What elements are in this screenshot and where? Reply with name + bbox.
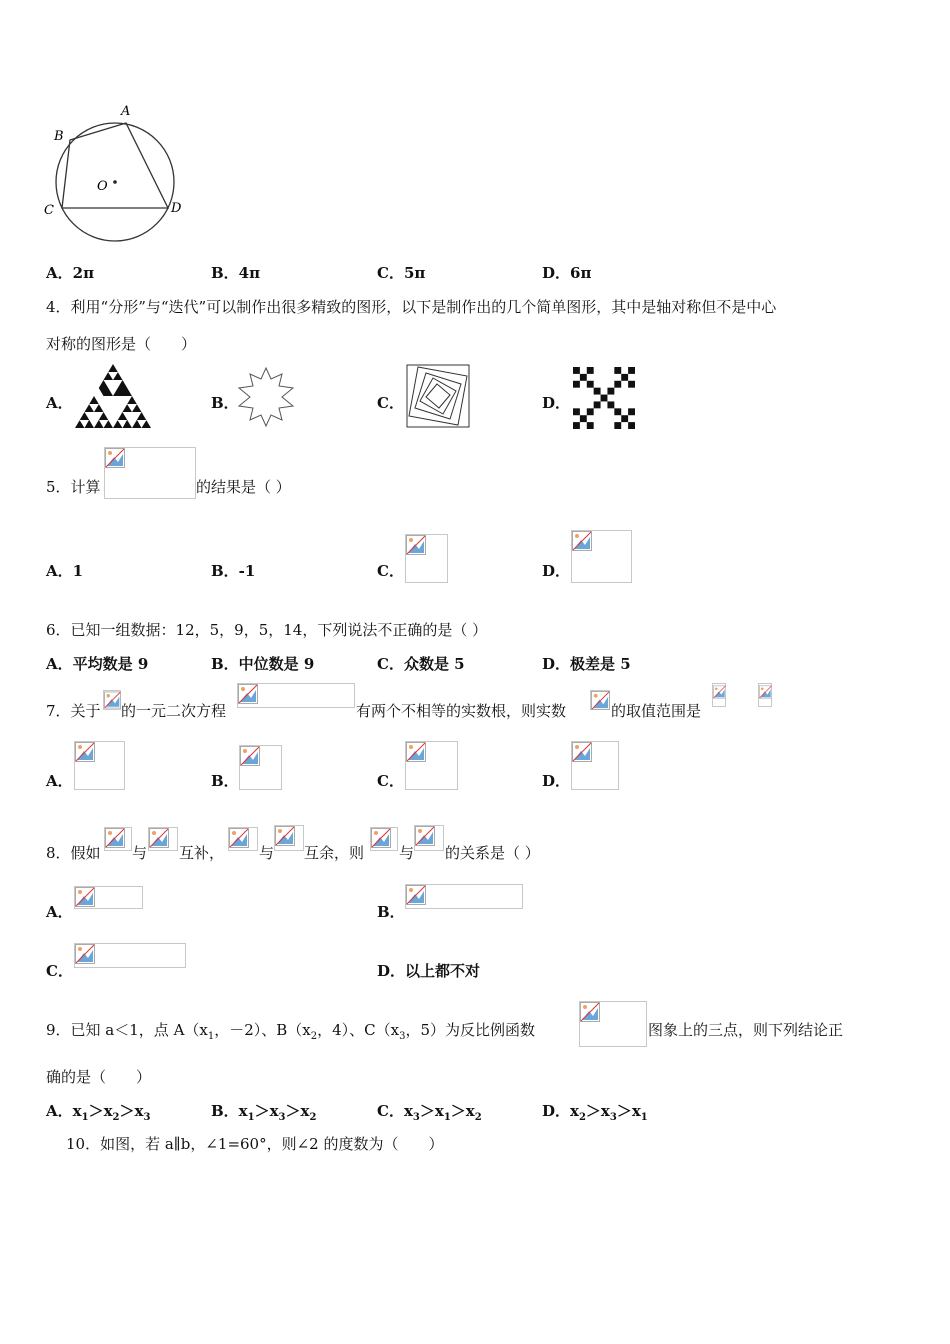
q8-part7: 的关系是（ ） <box>445 844 540 862</box>
q5-option-c-image <box>405 534 448 583</box>
q9-text-5: 图象上的三点，则下列结论正 <box>648 1021 844 1039</box>
q7-part1: 7．关于 <box>46 702 101 720</box>
q9-stem-line1 <box>46 1019 535 1042</box>
q8-angle-image-4 <box>274 825 304 851</box>
broken-image-icon <box>572 531 592 551</box>
q7-label-c: C． <box>377 772 404 790</box>
q3-option-b: B．4π <box>211 264 261 282</box>
q7-option-d-image <box>571 741 619 790</box>
q9-sub-2: 2 <box>310 1031 318 1042</box>
q5-option-d-image <box>571 530 632 583</box>
q7-option-c-image <box>405 741 458 790</box>
q3-option-a: A．2π <box>46 264 95 282</box>
broken-image-icon <box>759 684 772 700</box>
sierpinski-triangle-figure <box>75 364 151 428</box>
broken-image-icon <box>371 828 391 848</box>
q8-option-c-image <box>74 943 186 968</box>
q6-option-b: B．中位数是 9 <box>211 655 315 673</box>
q5-prefix: 5．计算 <box>46 478 101 496</box>
q9-text-1: 9．已知 a＜1，点 A（x <box>46 1021 208 1039</box>
q6-option-d: D．极差是 5 <box>542 655 631 673</box>
circle-quadrilateral-figure <box>40 98 190 248</box>
q9-text-3: ，4）、C（x <box>317 1021 400 1039</box>
q5-option-d-label: D． <box>542 562 571 580</box>
q9-option-c: C．$x_3>x_1>x_2$ <box>377 1102 482 1123</box>
broken-image-icon <box>713 684 726 700</box>
q5-option-c-label: C． <box>377 562 404 580</box>
q8-option-b-label: B． <box>377 903 405 921</box>
q8-part2: 与 <box>132 844 148 862</box>
broken-image-icon <box>75 887 95 907</box>
q9-option-b: B．$x_1>x_3>x_2$ <box>211 1102 317 1123</box>
q4-label-b: B． <box>211 394 239 412</box>
broken-image-icon <box>415 826 435 846</box>
q7-trailing-image-1 <box>712 683 726 707</box>
point-b-label: B <box>54 129 64 144</box>
q8-option-a-label: A． <box>46 903 73 921</box>
q8-part5: 互余，则 <box>304 844 365 862</box>
q9-sub-3: 3 <box>399 1031 406 1042</box>
point-d-label: D <box>171 201 182 216</box>
q7-part3: 有两个不相等的实数根，则实数 <box>356 702 567 720</box>
q8-option-d: D．以上都不对 <box>377 962 481 980</box>
q7-variable-image-2 <box>590 690 610 710</box>
q7-part2: 的一元二次方程 <box>121 702 227 720</box>
q8-option-b-image <box>405 884 523 909</box>
q6-option-c: C．众数是 5 <box>377 655 465 673</box>
koch-snowflake-figure <box>235 366 297 428</box>
q9-text-4: ，5）为反比例函数 <box>405 1021 536 1039</box>
q7-label-d: D． <box>542 772 571 790</box>
q4-label-d: D． <box>542 394 571 412</box>
broken-image-icon <box>105 828 125 848</box>
broken-image-icon <box>75 944 95 964</box>
broken-image-icon <box>406 742 426 762</box>
q4-label-c: C． <box>377 394 404 412</box>
broken-image-icon <box>406 535 426 555</box>
broken-image-icon <box>572 742 592 762</box>
q5-expression-image <box>104 447 196 499</box>
q8-angle-image-6 <box>414 825 444 851</box>
q6-stem: 6．已知一组数据：12，5，9，5，14，下列说法不正确的是（ ） <box>46 621 488 639</box>
q4-label-a: A． <box>46 394 73 412</box>
q6-option-a: A．平均数是 9 <box>46 655 149 673</box>
q8-angle-image-1 <box>104 827 132 851</box>
q3-option-c: C．5π <box>377 264 426 282</box>
broken-image-icon <box>238 684 258 704</box>
checker-fractal-figure <box>573 367 635 429</box>
q9-function-image <box>579 1001 647 1047</box>
q9-text-2: ，－2）、B（x <box>214 1021 311 1039</box>
q7-option-a-image <box>74 741 125 790</box>
broken-image-icon <box>75 742 95 762</box>
q9-option-d: D．$x_2>x_3>x_1$ <box>542 1102 648 1123</box>
q5-option-b: B．-1 <box>211 562 256 580</box>
q7-trailing-image-2 <box>758 683 772 707</box>
center-o-label: O <box>97 179 108 194</box>
q8-part3: 互补， <box>179 844 225 862</box>
q7-equation-image <box>237 683 355 708</box>
q7-label-a: A． <box>46 772 73 790</box>
broken-image-icon <box>275 826 295 846</box>
q8-angle-image-5 <box>370 827 398 851</box>
q8-part4: 与 <box>259 844 275 862</box>
broken-image-icon <box>240 746 260 766</box>
q5-suffix: 的结果是（ ） <box>196 478 291 496</box>
point-a-label: A <box>121 104 131 119</box>
q7-variable-image-1 <box>103 690 121 710</box>
q7-part4: 的取值范围是 <box>611 702 702 720</box>
q8-part6: 与 <box>399 844 415 862</box>
q3-option-d: D．6π <box>542 264 592 282</box>
broken-image-icon <box>580 1002 600 1022</box>
broken-image-icon <box>406 885 426 905</box>
q7-label-b: B． <box>211 772 239 790</box>
q8-option-c-label: C． <box>46 962 73 980</box>
q8-part1: 8．假如 <box>46 844 101 862</box>
q4-stem-line1: 4．利用“分形”与“迭代”可以制作出很多精致的图形，以下是制作出的几个简单图形，其中是轴对称但不是中心 <box>46 298 777 316</box>
q8-angle-image-3 <box>228 827 258 851</box>
q8-option-a-image <box>74 886 143 909</box>
broken-image-icon <box>104 691 121 709</box>
q9-sub-1: 1 <box>207 1031 215 1042</box>
q9-option-a: A．$x_1>x_2>x_3$ <box>46 1102 151 1123</box>
broken-image-icon <box>591 691 610 710</box>
q7-option-b-image <box>239 745 282 790</box>
rotating-squares-figure <box>406 364 470 428</box>
q5-option-a: A．1 <box>46 562 84 580</box>
broken-image-icon <box>149 828 169 848</box>
q8-angle-image-2 <box>148 827 178 851</box>
broken-image-icon <box>229 828 249 848</box>
q10-stem: 10．如图，若 a∥b，∠1=60°，则∠2 的度数为（ ） <box>66 1135 444 1153</box>
q9-stem-line2: 确的是（ ） <box>46 1068 152 1086</box>
q4-stem-line2: 对称的图形是（ ） <box>46 335 197 353</box>
broken-image-icon <box>105 448 125 468</box>
point-c-label: C <box>44 203 54 218</box>
